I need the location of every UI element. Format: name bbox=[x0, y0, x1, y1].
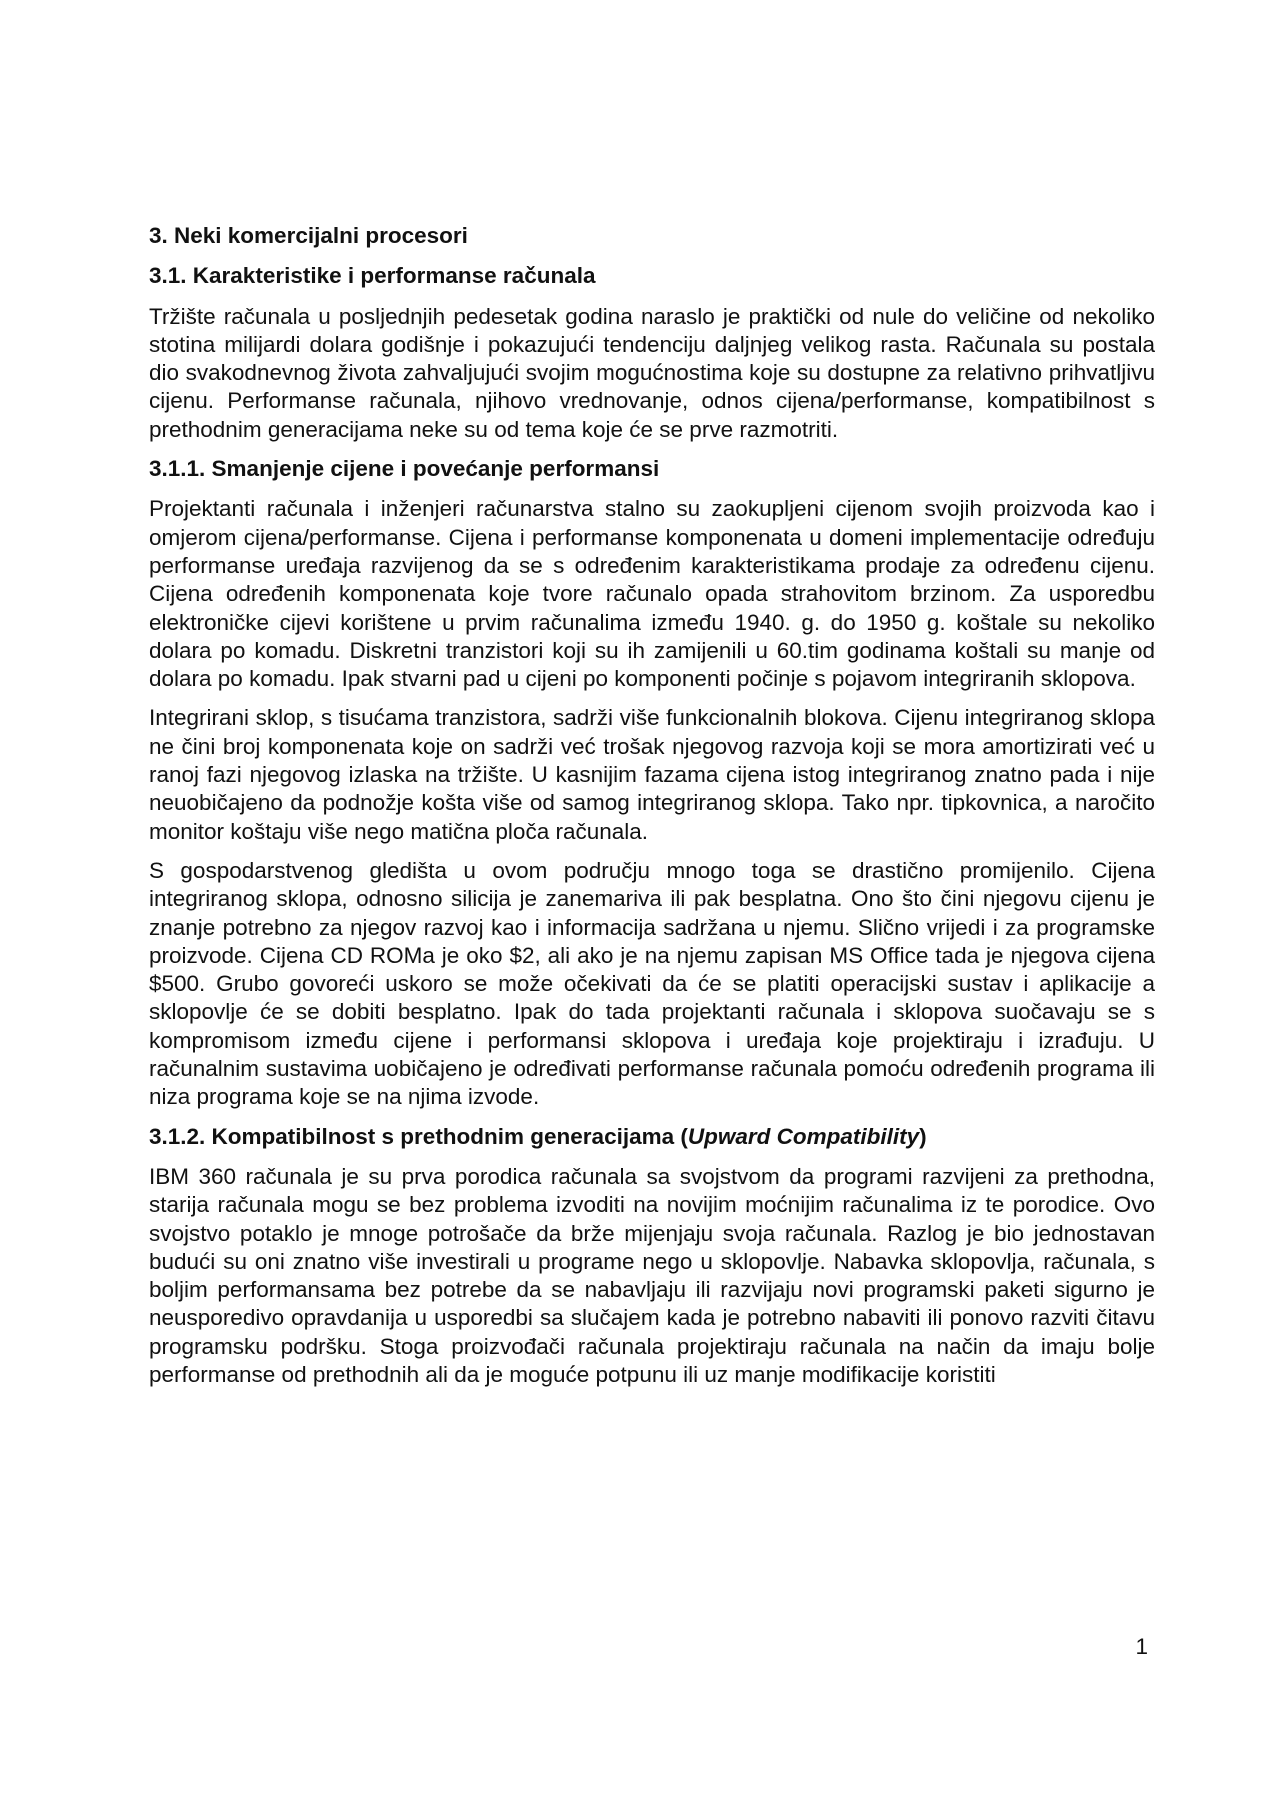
paragraph: Integrirani sklop, s tisućama tranzistora, sadrži više funkcionalnih blokova. Cijenu integriranog sklopa ne čini broj komponenata koje on sadrži već trošak njegovog razvoja koji se mora amortizirati već u ranoj fazi njegovog izlaska na tržište. U kasnijim fazama cijena istog integriranog znatno pada i nije neuobičajeno da podnožje košta više od samog integriranog sklopa. Tako npr. tipkovnica, a naročito monitor koštaju više nego matična ploča računala. bbox=[149, 705, 1155, 844]
title-italic-term: Upward Compatibility bbox=[687, 1123, 920, 1149]
section-title: 3. Neki komercijalni procesori bbox=[149, 223, 468, 248]
subsubsection-title-cost-performance: 3.1.1. Smanjenje cijene i povećanje performansi bbox=[149, 456, 660, 482]
paragraph: IBM 360 računala je su prva porodica računala sa svojstvom da programi razvijeni za prethodna, starija računala mogu se bez problema izvoditi na novijim moćnijim računalima iz te porodice. Ovo svojstvo potaklo je mnoge potrošače da brže mijenjaju svoja računala. Razlog je bio jednostavan budući su oni znatno više investirali u programe nego u sklopovlje. Nabavka sklopovlja, računala, s boljim performansama bez potrebe da se nabavljaju ili razvijaju novi programski paketi sigurno je neusporedivo opravdanija u usporedbi sa slučajem kada je potrebno nabaviti ili ponovo razviti čitavu programsku podršku. Stoga proizvođači računala projektiraju računala na način da imaju bolje performanse od prethodnih ali da je moguće potpunu ili uz manje modifikacije koristiti bbox=[149, 1163, 1155, 1387]
page-number: 1 bbox=[1135, 1634, 1148, 1659]
document-page bbox=[149, 222, 1155, 1400]
paragraph: Projektanti računala i inženjeri računarstva stalno su zaokupljeni cijenom svojih proizvoda kao i omjerom cijena/performanse. Cijena i performanse komponenata u domeni implementacije određuju performanse uređaja razvijenog da se s određenim karakteristikama prodaje za određenu cijenu. Cijena određenih komponenata koje tvore računalo opada strahovitom brzinom. Za usporedbu elektroničke cijevi korištene u prvim računalima između 1940. g. do 1950 g. koštale su nekoliko dolara po komadu. Diskretni tranzistori koji su ih zamijenili u 60.tim godinama koštali su manje od dolara po komadu. Ipak stvarni pad u cijeni po komponenti počinje s pojavom integriranih sklopova. bbox=[149, 496, 1155, 692]
subsection-title: 3.1. Karakteristike i performanse računala bbox=[149, 263, 596, 289]
paragraph: Tržište računala u posljednjih pedesetak godina naraslo je praktički od nule do veličine od nekoliko stotina milijardi dolara godišnje i pokazujući tendenciju daljnjeg velikog rasta. Računala su postala dio svakodnevnog života zahvaljujući svojim mogućnostima koje su dostupne za relativno prihvatljivu cijenu. Performanse računala, njihovo vrednovanje, odnos cijena/performanse, kompatibilnost s prethodnim generacijama neke su od tema koje će se prve razmotriti. bbox=[149, 303, 1155, 442]
title-suffix: ) bbox=[919, 1123, 927, 1149]
paragraph: S gospodarstvenog gledišta u ovom području mnogo toga se drastično promijenilo. Cijena integriranog sklopa, odnosno silicija je zanemariva ili pak besplatna. Ono što čini njegovu cijenu je znanje potrebno za njegov razvoj kao i informacija sadržana u njemu. Slično vrijedi i za programske proizvode. Cijena CD ROMa je oko $2, ali ako je na njemu zapisan MS Office tada je njegova cijena $500. Grubo govoreći uskoro se može očekivati da će se platiti operacijski sustav i aplikacije a sklopovlje će se dobiti besplatno. Ipak do tada projektanti računala i sklopova suočavaju se s kompromisom između cijene i performansi sklopova i uređaja koje projektiraju i izrađuju. U računalnim sustavima uobičajeno je određivati performanse računala pomoću određenih programa ili niza programa koje se na njima izvode. bbox=[149, 857, 1155, 1110]
title-prefix: 3.1.2. Kompatibilnost s prethodnim generacijama ( bbox=[149, 1123, 688, 1149]
subsubsection-title-upward-compatibility bbox=[149, 1123, 1155, 1151]
